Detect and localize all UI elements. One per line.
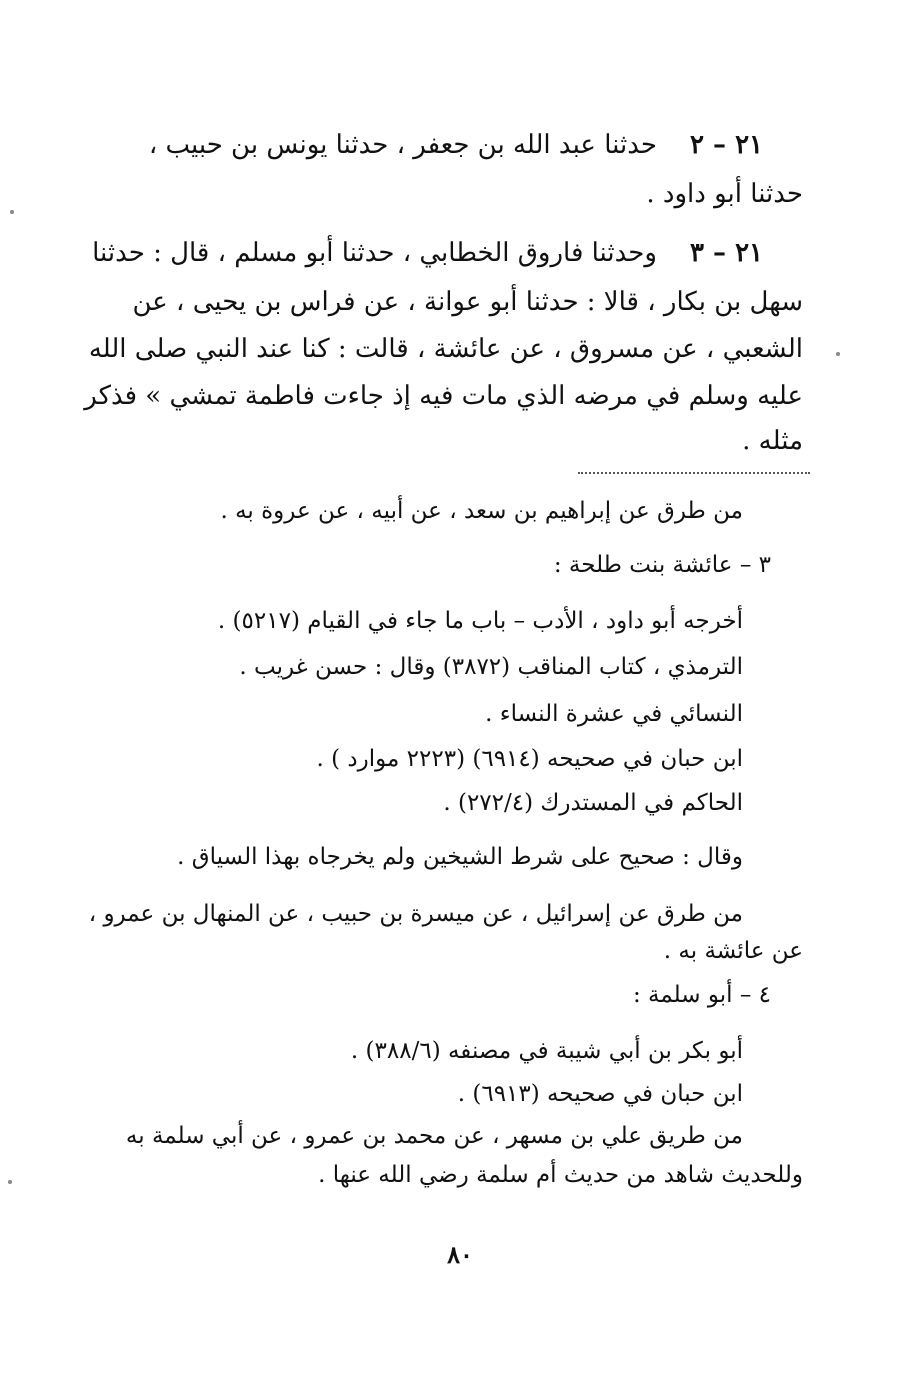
scan-mark xyxy=(836,352,840,356)
hadith-21-3-line-1 xyxy=(92,240,763,266)
footnote-line: من طرق عن إسرائيل ، عن ميسرة بن حبيب ، عن المنهال بن عمرو ، xyxy=(88,901,743,927)
footnote-line: وقال : صحيح على شرط الشيخين ولم يخرجاه بهذا السياق . xyxy=(177,844,743,870)
hadith-text: حدثنا عبد الله بن جعفر ، حدثنا يونس بن حبيب ، xyxy=(148,130,657,160)
hadith-21-3-line-3: الشعبي ، عن مسروق ، عن عائشة ، قالت : كنا عند النبي صلى الله xyxy=(88,334,803,364)
footnote-line: الحاكم في المستدرك (٢٧٢/٤) . xyxy=(443,790,743,816)
footnote-line: وللحديث شاهد من حديث أم سلمة رضي الله عنها . xyxy=(318,1162,803,1188)
hadith-21-3-line-4: عليه وسلم في مرضه الذي مات فيه إذ جاءت فاطمة تمشي » فذكر xyxy=(84,381,803,411)
footnote-line: أخرجه أبو داود ، الأدب – باب ما جاء في القيام (٥٢١٧) . xyxy=(217,608,743,634)
hadith-number: ٢١ – ٢ xyxy=(689,130,763,160)
footnote-line: عن عائشة به . xyxy=(663,938,803,964)
hadith-21-3-line-5: مثله . xyxy=(742,426,803,456)
scan-mark xyxy=(8,1180,12,1184)
footnote-line: ابن حبان في صحيحه (٦٩١٣) . xyxy=(457,1081,743,1107)
footnote-line: الترمذي ، كتاب المناقب (٣٨٧٢) وقال : حسن غريب . xyxy=(239,654,743,680)
footnote-separator xyxy=(578,472,810,474)
footnote-heading: ٤ – أبو سلمة : xyxy=(632,982,771,1008)
footnote-line: ابن حبان في صحيحه (٦٩١٤) (٢٢٢٣ موارد ) . xyxy=(316,746,743,772)
hadith-number: ٢١ – ٣ xyxy=(689,238,763,268)
footnote-line: النسائي في عشرة النساء . xyxy=(485,701,743,727)
footnote-line: أبو بكر بن أبي شيبة في مصنفه (٣٨٨/٦) . xyxy=(350,1038,743,1064)
footnote-line: من طرق عن إبراهيم بن سعد ، عن أبيه ، عن عروة به . xyxy=(220,498,743,524)
page-number: ٨٠ xyxy=(447,1240,473,1269)
hadith-21-2-line-2: حدثنا أبو داود . xyxy=(646,179,803,209)
hadith-text: وحدثنا فاروق الخطابي ، حدثنا أبو مسلم ، قال : حدثنا xyxy=(92,238,657,268)
footnote-line: من طريق علي بن مسهر ، عن محمد بن عمرو ، عن أبي سلمة به xyxy=(125,1123,743,1149)
hadith-21-2-line-1 xyxy=(149,132,763,158)
scan-mark xyxy=(10,210,14,214)
hadith-21-3-line-2: سهل بن بكار ، قالا : حدثنا أبو عوانة ، عن فراس بن يحيى ، عن xyxy=(132,287,803,317)
footnote-heading: ٣ – عائشة بنت طلحة : xyxy=(553,552,771,578)
